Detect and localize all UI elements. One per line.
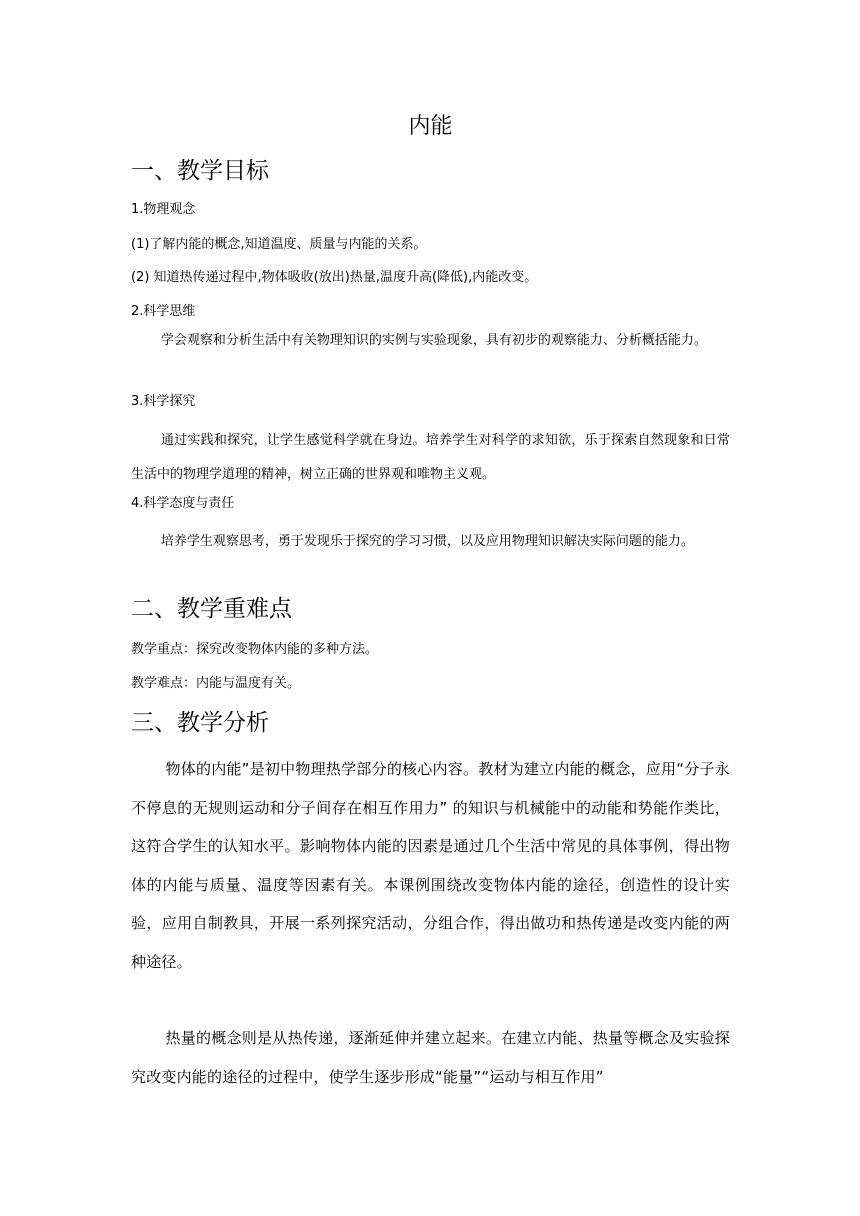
goal-4-text: 培养学生观察思考，勇于发现乐于探究的学习习惯，以及应用物理知识解决实际问题的能力。 (160, 534, 694, 549)
section-heading-analysis: 三、教学分析 (131, 710, 269, 736)
section-heading-key-points: 二、教学重难点 (131, 596, 292, 622)
difficult-point: 教学难点：内能与温度有关。 (131, 676, 301, 691)
key-point: 教学重点：探究改变物体内能的多种方法。 (131, 642, 379, 657)
goal-2-title: 2.科学思维 (131, 304, 196, 319)
goal-4-title: 4.科学态度与责任 (131, 496, 235, 511)
section-heading-teaching-goals: 一、教学目标 (131, 158, 269, 184)
analysis-paragraph-1: 物体的内能”是初中物理热学部分的核心内容。教材为建立内能的概念，应用“分子永不停息的无规则运动和分子间存在相互作用力” 的知识与机械能中的动能和势能作类比，这符合学生的认知水平。影响物体内能的因素是通过几个生活中常见的具体事例，得出物体的内能与质量、温度等因素有关。本课例围绕改变物体内能的途径，创造性的设计实验，应用自制教具，开展一系列探究活动，分组合作，得出做功和热传递是改变内能的两种途径。 (131, 760, 730, 971)
goal-3-title: 3.科学探究 (131, 394, 196, 409)
goal-3-text: 通过实践和探究，让学生感觉科学就在身边。培养学生对科学的求知欲，乐于探索自然现象和日常生活中的物理学道理的精神，树立正确的世界观和唯物主义观。 (131, 433, 730, 482)
goal-2-text: 学会观察和分析生活中有关物理知识的实例与实验现象，具有初步的观察能力、分析概括能力。 (160, 333, 707, 348)
analysis-paragraph-2: 热量的概念则是从热传递，逐渐延伸并建立起来。在建立内能、热量等概念及实验探究改变内能的途径的过程中，使学生逐步形成“能量”“运动与相互作用” (131, 1029, 730, 1086)
goal-1-line-2: (2) 知道热传递过程中,物体吸收(放出)热量,温度升高(降低),内能改变。 (131, 270, 538, 285)
goal-1-line-1: (1)了解内能的概念,知道温度、质量与内能的关系。 (131, 237, 427, 252)
document-title: 内能 (408, 114, 453, 139)
goal-1-title: 1.物理观念 (131, 202, 196, 217)
